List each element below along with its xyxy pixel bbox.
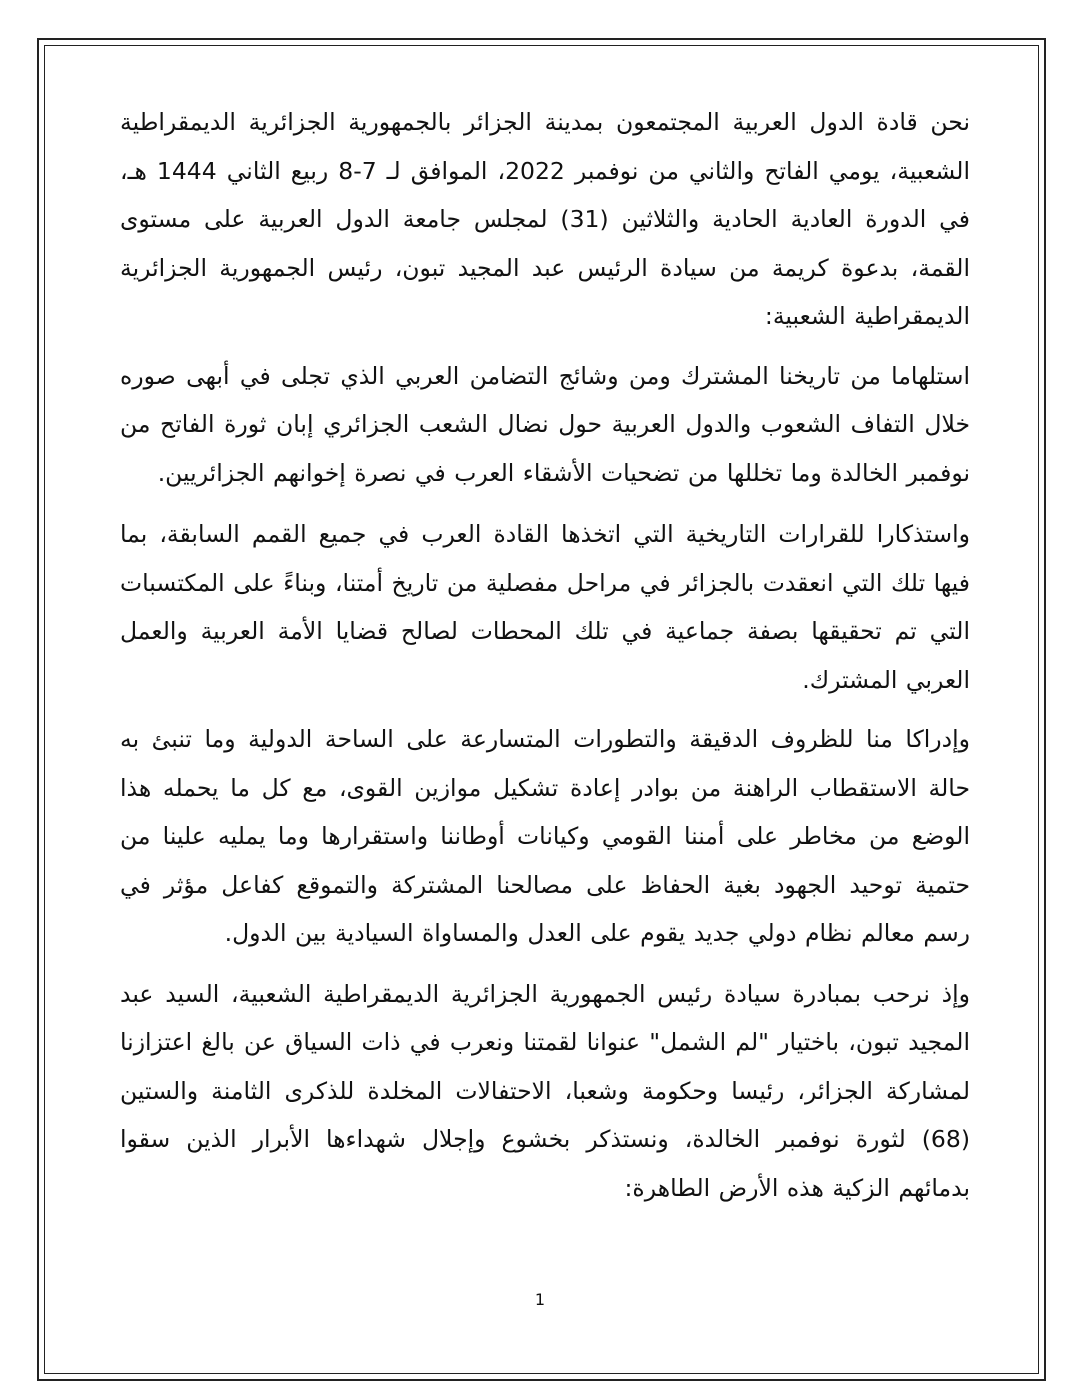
page-number: 1 xyxy=(534,1290,546,1309)
paragraph-international-situation: وإدراكا منا للظروف الدقيقة والتطورات المتسارعة على الساحة الدولية وما تنبئ به حالة الاستقطاب الراهنة من بوادر إعادة تشكيل موازين القوى، مع كل ما يحمله هذا الوضع من مخاطر على أمننا القومي وكيانات أوطاننا واستقرارها وما يمليه علينا من حتمية توحيد الجهود بغية الحفاظ على مصالحنا المشتركة والتموقع كفاعل مؤثر في رسم معالم نظام دولي جديد يقوم على العدل والمساواة السيادية بين الدول. xyxy=(120,725,970,947)
paragraph-previous-summits: واستذكارا للقرارات التاريخية التي اتخذها القادة العرب في جميع القمم السابقة، بما فيها تلك التي انعقدت بالجزائر في مراحل مفصلية من تاريخ أمتنا، وبناءً على المكتسبات التي تم تحقيقها بصفة جماعية في تلك المحطات لصالح قضايا الأمة العربية والعمل العربي المشترك. xyxy=(120,520,970,694)
paragraph-shared-history: استلهاما من تاريخنا المشترك ومن وشائج التضامن العربي الذي تجلى في أبهى صوره خلال التفاف الشعوب والدول العربية حول نضال الشعب الجزائري إبان ثورة الفاتح من نوفمبر الخالدة وما تخللها من تضحيات الأشقاء العرب في نصرة إخوانهم الجزائريين. xyxy=(120,361,970,487)
paragraph-welcome-initiative: وإذ نرحب بمبادرة سيادة رئيس الجمهورية الجزائرية الديمقراطية الشعبية، السيد عبد المجيد تبون، باختيار "لم الشمل" عنوانا لقمتنا ونعرب في ذات السياق عن بالغ اعتزازنا لمشاركة الجزائر، رئيسا وحكومة وشعبا، الاحتفالات المخلدة للذكرى الثامنة والستين (68) لثورة نوفمبر الخالدة، ونستذكر بخشوع وإجلال شهداءها الأبرار الذين سقوا بدمائهم الزكية هذه الأرض الطاهرة: xyxy=(120,979,970,1202)
paragraph-preamble: نحن قادة الدول العربية المجتمعون بمدينة الجزائر بالجمهورية الجزائرية الديمقراطية الشعبية، يومي الفاتح والثاني من نوفمبر 2022، الموافق لـ 7-8 ربيع الثاني 1444 هـ، في الدورة العادية الحادية والثلاثين (31) لمجلس جامعة الدول العربية على مستوى القمة، بدعوة كريمة من سيادة الرئيس عبد المجيد تبون، رئيس الجمهورية الجزائرية الديمقراطية الشعبية: xyxy=(120,108,970,330)
document-body xyxy=(120,98,970,1212)
